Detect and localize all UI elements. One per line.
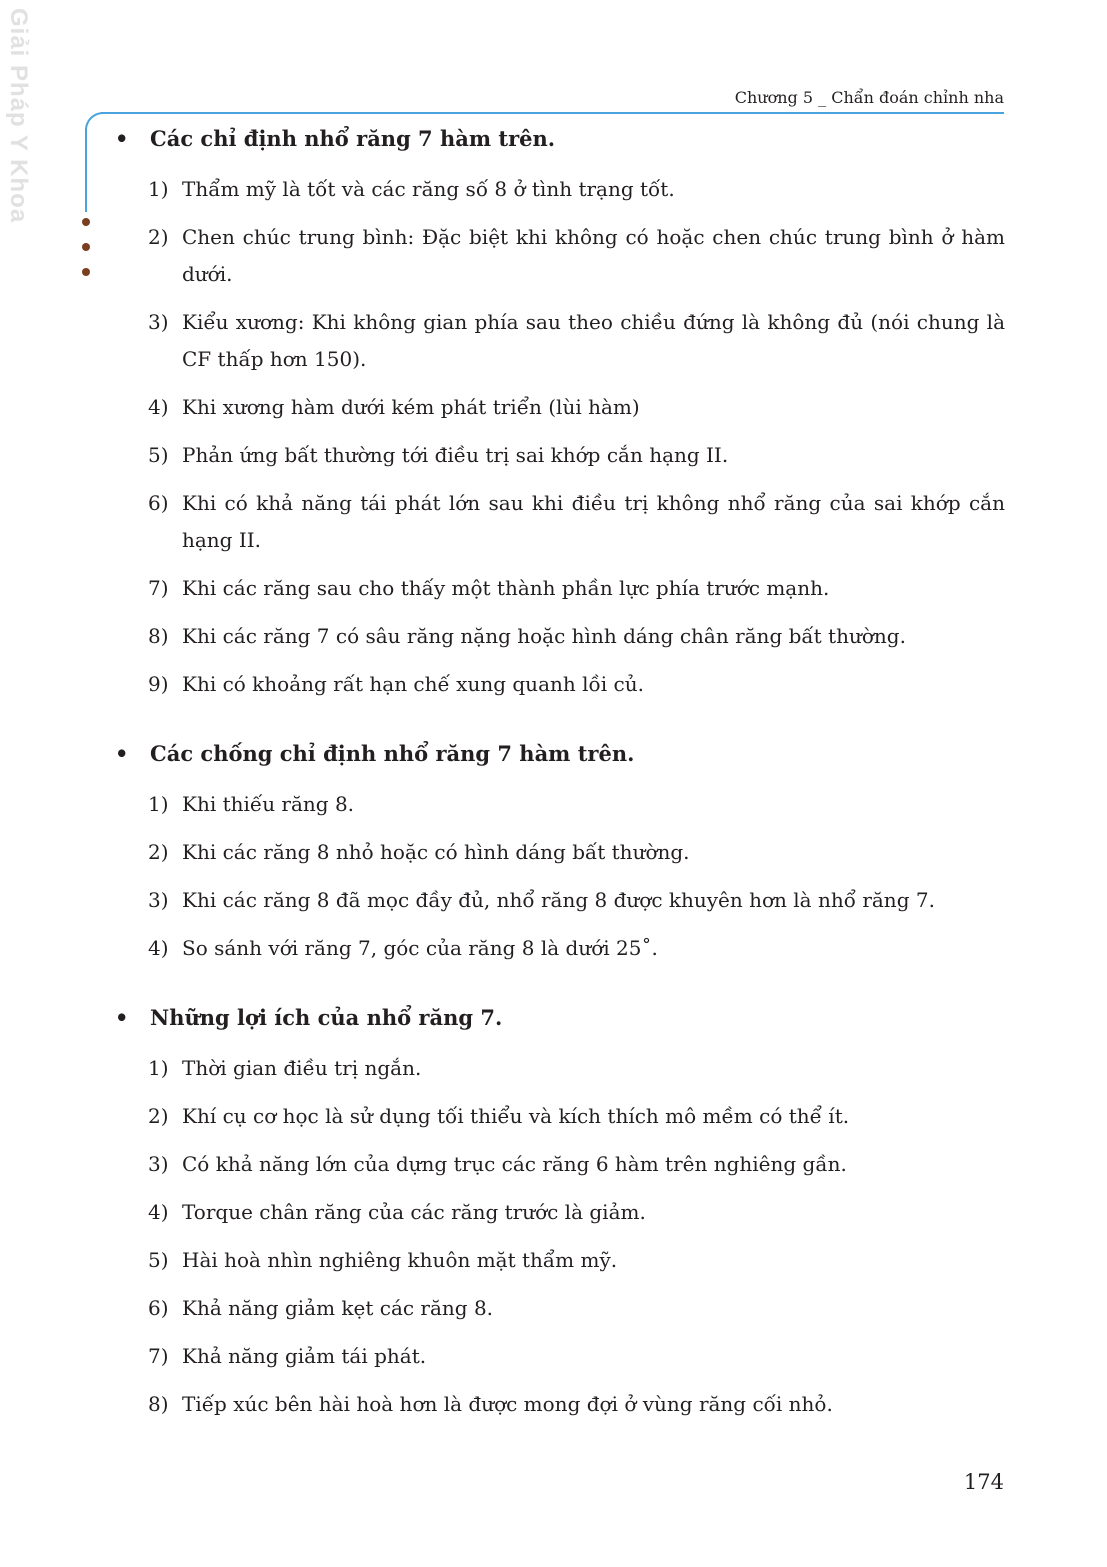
item-text: Có khả năng lớn của dựng trục các răng 6 hàm trên nghiêng gần. <box>182 1152 847 1176</box>
bullet-icon: • <box>115 741 129 766</box>
item-number: 9) <box>148 672 169 696</box>
item-number: 8) <box>148 624 169 648</box>
item-text: Khi có khả năng tái phát lớn sau khi điều trị không nhổ răng của sai khớp cắn hạng II. <box>182 491 1005 552</box>
list-item <box>112 930 1005 967</box>
item-text: Phản ứng bất thường tới điều trị sai khớp cắn hạng II. <box>182 443 729 467</box>
item-number: 7) <box>148 1344 169 1368</box>
item-text: Khả năng giảm kẹt các răng 8. <box>182 1296 494 1320</box>
list-item <box>112 1338 1005 1375</box>
list-item <box>112 171 1005 208</box>
decorative-dot <box>82 268 90 276</box>
list-item <box>112 219 1005 293</box>
header-rule <box>101 112 1004 114</box>
section-title <box>112 1001 1005 1035</box>
item-number: 1) <box>148 177 169 201</box>
item-number: 1) <box>148 1056 169 1080</box>
item-text: Khi có khoảng rất hạn chế xung quanh lồi củ. <box>182 672 644 696</box>
list-item <box>112 304 1005 378</box>
list-item <box>112 1386 1005 1423</box>
list-item <box>112 437 1005 474</box>
list-item <box>112 485 1005 559</box>
list-item <box>112 882 1005 919</box>
section-title <box>112 737 1005 771</box>
list-item <box>112 618 1005 655</box>
section-title-text: Những lợi ích của nhổ răng 7. <box>150 1005 503 1030</box>
item-text: Khi các răng 8 đã mọc đầy đủ, nhổ răng 8 được khuyên hơn là nhổ răng 7. <box>182 888 935 912</box>
item-text: Khả năng giảm tái phát. <box>182 1344 427 1368</box>
item-text: Khi các răng sau cho thấy một thành phần lực phía trước mạnh. <box>182 576 830 600</box>
item-number: 1) <box>148 792 169 816</box>
item-number: 6) <box>148 491 169 515</box>
chapter-header: Chương 5 _ Chẩn đoán chỉnh nha <box>734 88 1004 107</box>
item-text: Tiếp xúc bên hài hoà hơn là được mong đợi ở vùng răng cối nhỏ. <box>182 1392 833 1416</box>
list-item <box>112 1242 1005 1279</box>
frame-corner <box>85 112 103 130</box>
item-number: 3) <box>148 310 169 334</box>
decorative-dot <box>82 218 90 226</box>
item-number: 6) <box>148 1296 169 1320</box>
page-content <box>112 122 1005 1434</box>
list-item <box>112 1050 1005 1087</box>
section-title <box>112 122 1005 156</box>
item-number: 8) <box>148 1392 169 1416</box>
watermark-text: Giải Pháp Y Khoa <box>5 8 32 224</box>
item-text: Thời gian điều trị ngắn. <box>182 1056 422 1080</box>
list-item <box>112 1146 1005 1183</box>
item-number: 5) <box>148 1248 169 1272</box>
list-item <box>112 786 1005 823</box>
item-text: Khí cụ cơ học là sử dụng tối thiểu và kích thích mô mềm có thể ít. <box>182 1104 850 1128</box>
list-item <box>112 570 1005 607</box>
item-text: Khi thiếu răng 8. <box>182 792 355 816</box>
item-text: Kiểu xương: Khi không gian phía sau theo chiều đứng là không đủ (nói chung là CF thấp hơn 150). <box>182 310 1005 371</box>
bullet-icon: • <box>115 1005 129 1030</box>
item-text: Khi các răng 8 nhỏ hoặc có hình dáng bất thường. <box>182 840 690 864</box>
list-item <box>112 1194 1005 1231</box>
page-number: 174 <box>963 1470 1004 1494</box>
item-number: 7) <box>148 576 169 600</box>
item-number: 5) <box>148 443 169 467</box>
item-number: 2) <box>148 225 169 249</box>
item-number: 3) <box>148 1152 169 1176</box>
section-indications <box>112 122 1005 703</box>
item-number: 4) <box>148 1200 169 1224</box>
list-item <box>112 389 1005 426</box>
decorative-dot <box>82 243 90 251</box>
item-number: 2) <box>148 840 169 864</box>
section-contraindications <box>112 737 1005 967</box>
item-number: 2) <box>148 1104 169 1128</box>
item-text: Torque chân răng của các răng trước là giảm. <box>182 1200 646 1224</box>
item-number: 3) <box>148 888 169 912</box>
item-text: Khi xương hàm dưới kém phát triển (lùi hàm) <box>182 395 640 419</box>
section-title-text: Các chỉ định nhổ răng 7 hàm trên. <box>150 126 556 151</box>
item-text: Khi các răng 7 có sâu răng nặng hoặc hình dáng chân răng bất thường. <box>182 624 906 648</box>
item-text: So sánh với răng 7, góc của răng 8 là dưới 25˚. <box>182 936 658 960</box>
item-text: Chen chúc trung bình: Đặc biệt khi không có hoặc chen chúc trung bình ở hàm dưới. <box>182 225 1005 286</box>
section-benefits <box>112 1001 1005 1423</box>
item-text: Thẩm mỹ là tốt và các răng số 8 ở tình trạng tốt. <box>182 177 675 201</box>
item-number: 4) <box>148 936 169 960</box>
list-item <box>112 666 1005 703</box>
frame-vertical-rule <box>85 128 87 212</box>
bullet-icon: • <box>115 126 129 151</box>
item-text: Hài hoà nhìn nghiêng khuôn mặt thẩm mỹ. <box>182 1248 618 1272</box>
section-title-text: Các chống chỉ định nhổ răng 7 hàm trên. <box>150 741 635 766</box>
item-number: 4) <box>148 395 169 419</box>
list-item <box>112 1098 1005 1135</box>
list-item <box>112 834 1005 871</box>
list-item <box>112 1290 1005 1327</box>
